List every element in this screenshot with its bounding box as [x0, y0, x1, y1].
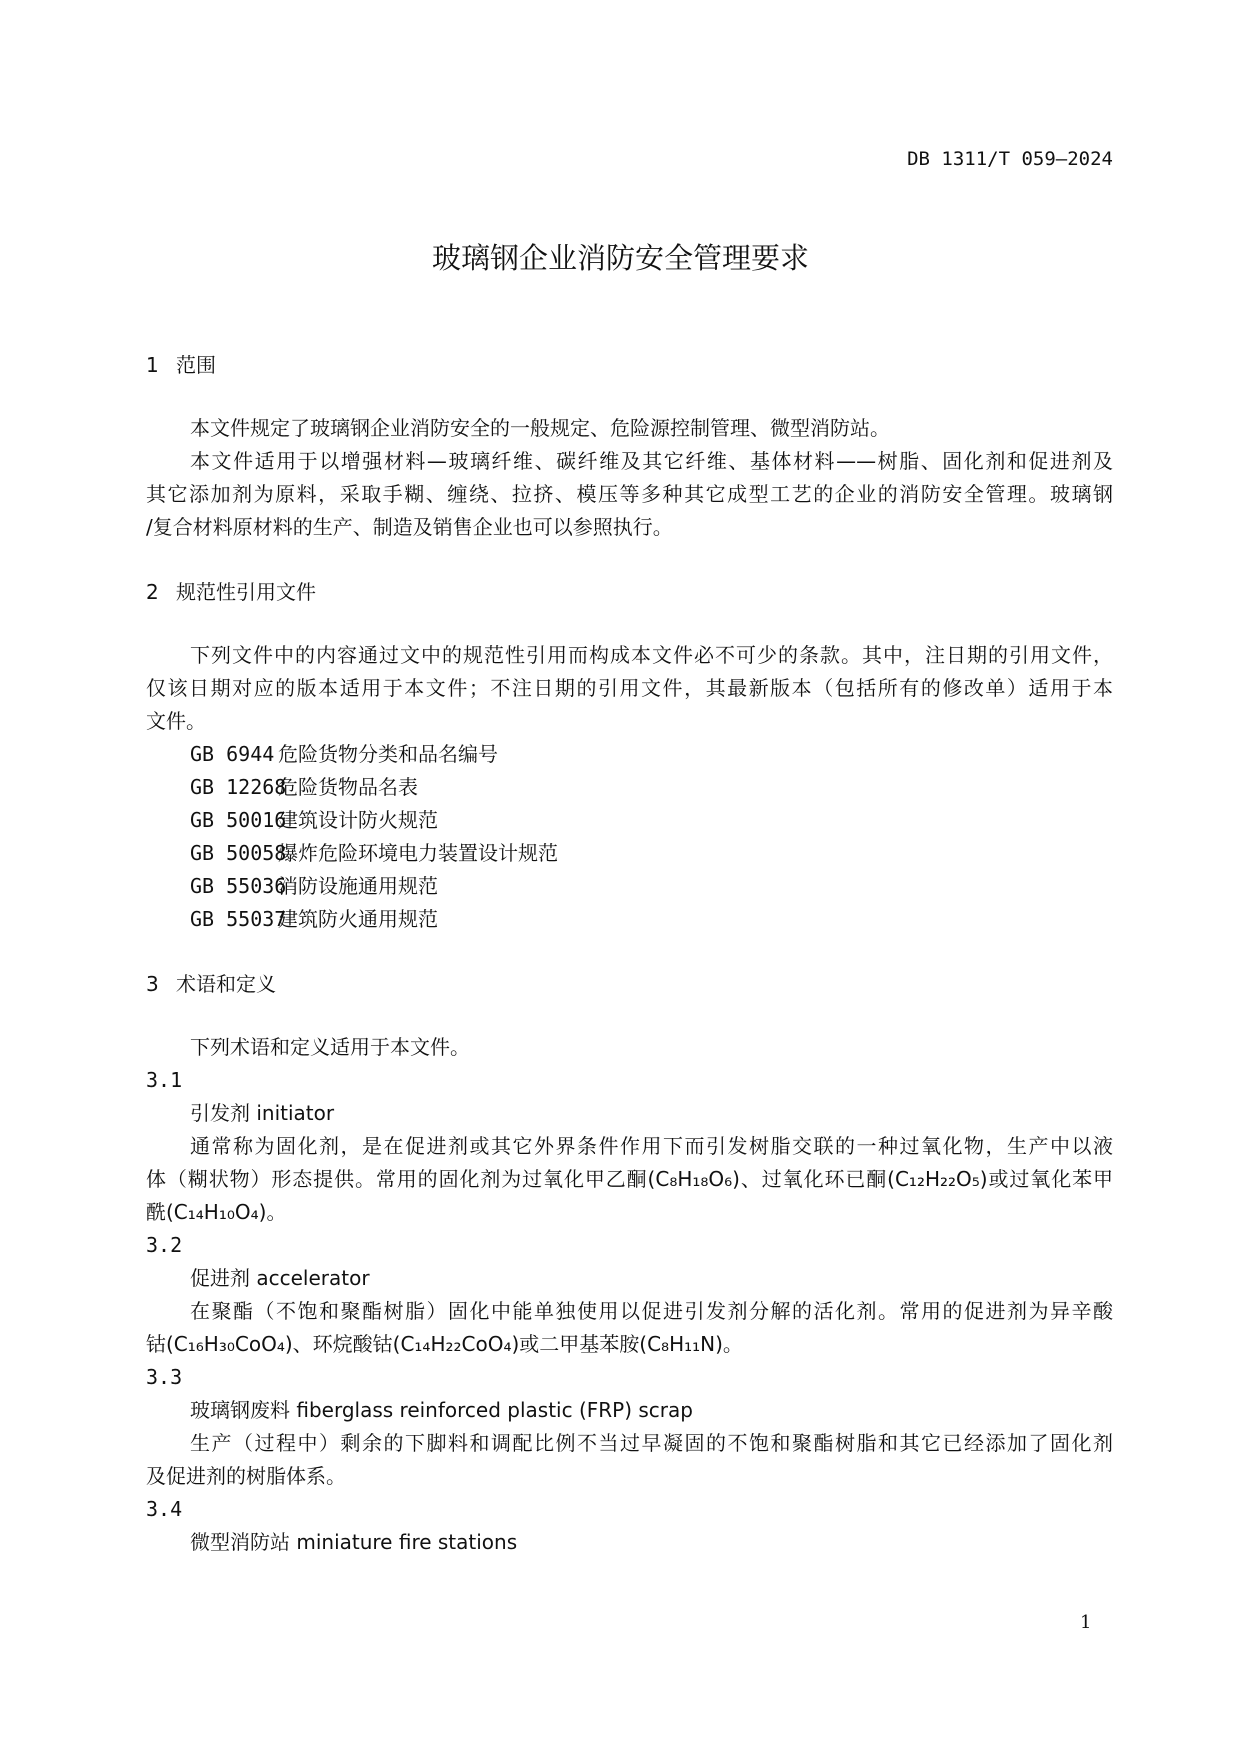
paragraph-line: 及促进剂的树脂体系。 [146, 1464, 346, 1488]
document-code: DB 1311/T 059—2024 [907, 148, 1113, 170]
paragraph-line: 体（糊状物）形态提供。常用的固化剂为过氧化甲乙酮(C₈H₁₈O₆)、过氧化环已酮(C₁₂H₂₂O₅)或过氧化苯甲 [146, 1167, 1113, 1191]
reference-code: GB 50058 [190, 841, 287, 865]
reference-code: GB 12268 [190, 775, 287, 799]
paragraph-line: 下列文件中的内容通过文中的规范性引用而构成本文件必不可少的条款。其中，注日期的引用文件， [190, 643, 1113, 667]
reference-name: 建筑防火通用规范 [278, 907, 438, 931]
reference-name: 建筑设计防火规范 [278, 808, 438, 832]
reference-item [146, 804, 1113, 837]
section-intro: 下列术语和定义适用于本文件。 [190, 1035, 470, 1059]
section-heading [146, 968, 1113, 1001]
section-title: 术语和定义 [176, 972, 276, 996]
reference-item [146, 870, 1113, 903]
term-number: 3.1 [146, 1068, 183, 1092]
term-number: 3.2 [146, 1233, 183, 1257]
paragraph-line: 生产（过程中）剩余的下脚料和调配比例不当过早凝固的不饱和聚酯树脂和其它已经添加了固化剂 [190, 1431, 1113, 1455]
reference-name: 消防设施通用规范 [278, 874, 438, 898]
reference-item [146, 771, 1113, 804]
section-number: 2 [146, 580, 159, 604]
paragraph-line: 文件。 [146, 709, 206, 733]
term-name: 玻璃钢废料 fiberglass reinforced plastic (FRP) scrap [190, 1398, 693, 1422]
term-number: 3.3 [146, 1365, 183, 1389]
reference-item [146, 903, 1113, 936]
reference-name: 危险货物品名表 [278, 775, 418, 799]
reference-code: GB 55036 [190, 874, 287, 898]
section-number: 3 [146, 972, 159, 996]
reference-name: 危险货物分类和品名编号 [278, 742, 498, 766]
paragraph-line: 在聚酯（不饱和聚酯树脂）固化中能单独使用以促进引发剂分解的活化剂。常用的促进剂为异辛酸 [190, 1299, 1113, 1323]
paragraph-line: 仅该日期对应的版本适用于本文件；不注日期的引用文件，其最新版本（包括所有的修改单）适用于本 [146, 676, 1113, 700]
paragraph-line: 其它添加剂为原料，采取手糊、缠绕、拉挤、模压等多种其它成型工艺的企业的消防安全管理。玻璃钢 [146, 482, 1113, 506]
section-number: 1 [146, 353, 159, 377]
page-number: 1 [1080, 1612, 1092, 1633]
section-heading [146, 576, 1113, 609]
section-title: 范围 [176, 353, 216, 377]
paragraph-line: 本文件规定了玻璃钢企业消防安全的一般规定、危险源控制管理、微型消防站。 [190, 416, 890, 440]
paragraph-line: 通常称为固化剂，是在促进剂或其它外界条件作用下而引发树脂交联的一种过氧化物，生产中以液 [190, 1134, 1113, 1158]
paragraph-line: 酰(C₁₄H₁₀O₄)。 [146, 1200, 287, 1224]
paragraph-line: 钴(C₁₆H₃₀CoO₄)、环烷酸钴(C₁₄H₂₂CoO₄)或二甲基苯胺(C₈H₁₁N)。 [146, 1332, 743, 1356]
paragraph-line: 本文件适用于以增强材料—玻璃纤维、碳纤维及其它纤维、基体材料——树脂、固化剂和促进剂及 [190, 449, 1113, 473]
section-title: 规范性引用文件 [176, 580, 316, 604]
document-body [146, 349, 1113, 1559]
term-name: 促进剂 accelerator [190, 1266, 370, 1290]
term-name: 引发剂 initiator [190, 1101, 335, 1125]
term-name: 微型消防站 miniature fire stations [190, 1530, 518, 1554]
document-title: 玻璃钢企业消防安全管理要求 [431, 241, 809, 275]
reference-name: 爆炸危险环境电力装置设计规范 [278, 841, 558, 865]
reference-code: GB 55037 [190, 907, 287, 931]
reference-code: GB 6944 [190, 742, 275, 766]
reference-item [146, 837, 1113, 870]
reference-code: GB 50016 [190, 808, 287, 832]
reference-item [146, 738, 1113, 771]
paragraph-line: /复合材料原材料的生产、制造及销售企业也可以参照执行。 [146, 515, 673, 539]
term-number: 3.4 [146, 1497, 183, 1521]
section-heading [146, 349, 1113, 382]
